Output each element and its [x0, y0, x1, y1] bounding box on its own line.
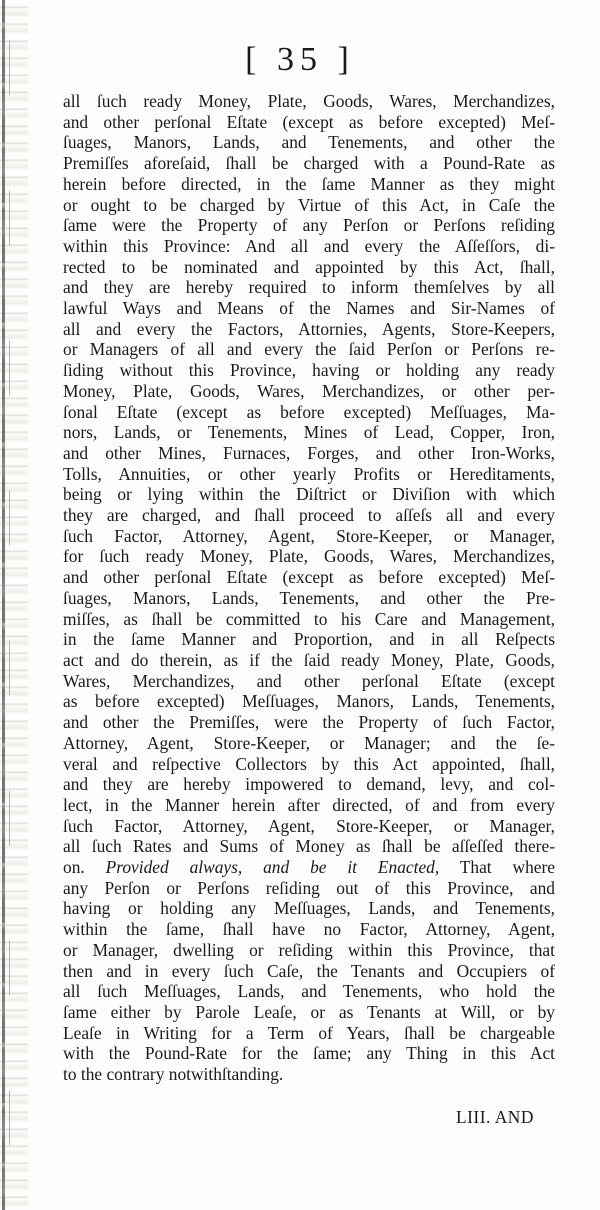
proviso-italic: Provided always, and be it Enacted,	[105, 857, 440, 878]
text-line: Wares, Merchandizes, and other perſonal Eſtate (except	[63, 670, 555, 691]
text-line: veral and reſpective Collectors by this Act appointed, ſhall,	[63, 753, 555, 774]
text-line: and other the Premiſſes, were the Property of ſuch Factor,	[63, 712, 555, 733]
text-line: being or lying within the Diſtrict or Diviſion with which	[63, 484, 555, 505]
text-line: act and do therein, as if the ſaid ready Money, Plate, Goods,	[63, 649, 555, 670]
proviso-tail: That where	[439, 857, 555, 878]
text-line: and they are hereby required to inform themſelves by all	[63, 277, 555, 298]
text-line: or Manager, dwelling or reſiding within this Province, that	[63, 939, 555, 960]
text-line: Attorney, Agent, Store-Keeper, or Manager; and the ſe-	[63, 732, 555, 753]
text-line: then and in every ſuch Caſe, the Tenants and Occupiers of	[63, 960, 555, 981]
text-line: Tolls, Annuities, or other yearly Profits or Hereditaments,	[63, 463, 555, 484]
text-line: all and every the Factors, Attornies, Agents, Store-Keepers,	[63, 318, 555, 339]
text-line: ſuch Factor, Attorney, Agent, Store-Keeper, or Manager,	[63, 525, 555, 546]
text-line: and other perſonal Eſtate (except as before excepted) Meſ-	[63, 111, 555, 132]
text-line: any Perſon or Perſons reſiding out of this Province, and	[63, 877, 555, 898]
body-text	[63, 91, 555, 1085]
text-line: lawful Ways and Means of the Names and Sir-Names of	[63, 298, 555, 319]
text-line: and other Mines, Furnaces, Forges, and other Iron-Works,	[63, 442, 555, 463]
text-line: ſonal Eſtate (except as before excepted) Meſſuages, Ma-	[63, 401, 555, 422]
text-line: ſame were the Property of any Perſon or Perſons reſiding	[63, 215, 555, 236]
text-line: herein before directed, in the ſame Manner as they might	[63, 173, 555, 194]
text-line-proviso	[63, 857, 555, 878]
text-line: ſuages, Manors, Lands, Tenements, and other the Pre-	[63, 587, 555, 608]
proviso-lead: on.	[63, 857, 106, 878]
text-line: for ſuch ready Money, Plate, Goods, Wares, Merchandizes,	[63, 546, 555, 567]
text-line: with the Pound-Rate for the ſame; any Thing in this Act	[63, 1043, 555, 1064]
text-line: and they are hereby impowered to demand, levy, and col-	[63, 774, 555, 795]
text-line: all ſuch Rates and Sums of Money as ſhall be aſſeſſed there-	[63, 836, 555, 857]
text-line: within the ſame, ſhall have no Factor, Attorney, Agent,	[63, 919, 555, 940]
text-line: having or holding any Meſſuages, Lands, and Tenements,	[63, 898, 555, 919]
text-line: within this Province: And all and every the Aſſeſſors, di-	[63, 235, 555, 256]
text-line: or Managers of all and every the ſaid Perſon or Perſons re-	[63, 339, 555, 360]
text-line: ſuages, Manors, Lands, and Tenements, and other the	[63, 132, 555, 153]
catchword: LIII. AND	[456, 1107, 534, 1127]
text-line: rected to be nominated and appointed by this Act, ſhall,	[63, 256, 555, 277]
binding-edge	[0, 0, 28, 1210]
text-line: and other perſonal Eſtate (except as before excepted) Meſ-	[63, 567, 555, 588]
text-line: nors, Lands, or Tenements, Mines of Lead, Copper, Iron,	[63, 422, 555, 443]
text-line: in the ſame Manner and Proportion, and in all Reſpects	[63, 629, 555, 650]
text-line: all ſuch Meſſuages, Lands, and Tenements, who hold the	[63, 981, 555, 1002]
page-number: [ 35 ]	[245, 41, 355, 78]
text-line: Premiſſes aforeſaid, ſhall be charged with a Pound-Rate as	[63, 153, 555, 174]
text-line-last: to the contrary notwithſtanding.	[63, 1064, 284, 1085]
text-line: all ſuch ready Money, Plate, Goods, Wares, Merchandizes,	[63, 91, 555, 111]
text-line: or ought to be charged by Virtue of this Act, in Caſe the	[63, 194, 555, 215]
text-line: miſſes, as ſhall be committed to his Care and Management,	[63, 608, 555, 629]
text-line: ſiding without this Province, having or holding any ready	[63, 360, 555, 381]
text-line: as before excepted) Meſſuages, Manors, Lands, Tenements,	[63, 691, 555, 712]
text-line: they are charged, and ſhall proceed to aſſeſs all and every	[63, 505, 555, 526]
text-line: Money, Plate, Goods, Wares, Merchandizes, or other per-	[63, 380, 555, 401]
text-line: Leaſe in Writing for a Term of Years, ſhall be chargeable	[63, 1022, 555, 1043]
text-line: ſuch Factor, Attorney, Agent, Store-Keeper, or Manager,	[63, 815, 555, 836]
text-line: lect, in the Manner herein after directed, of and from every	[63, 794, 555, 815]
text-line: ſame either by Parole Leaſe, or as Tenants at Will, or by	[63, 1001, 555, 1022]
